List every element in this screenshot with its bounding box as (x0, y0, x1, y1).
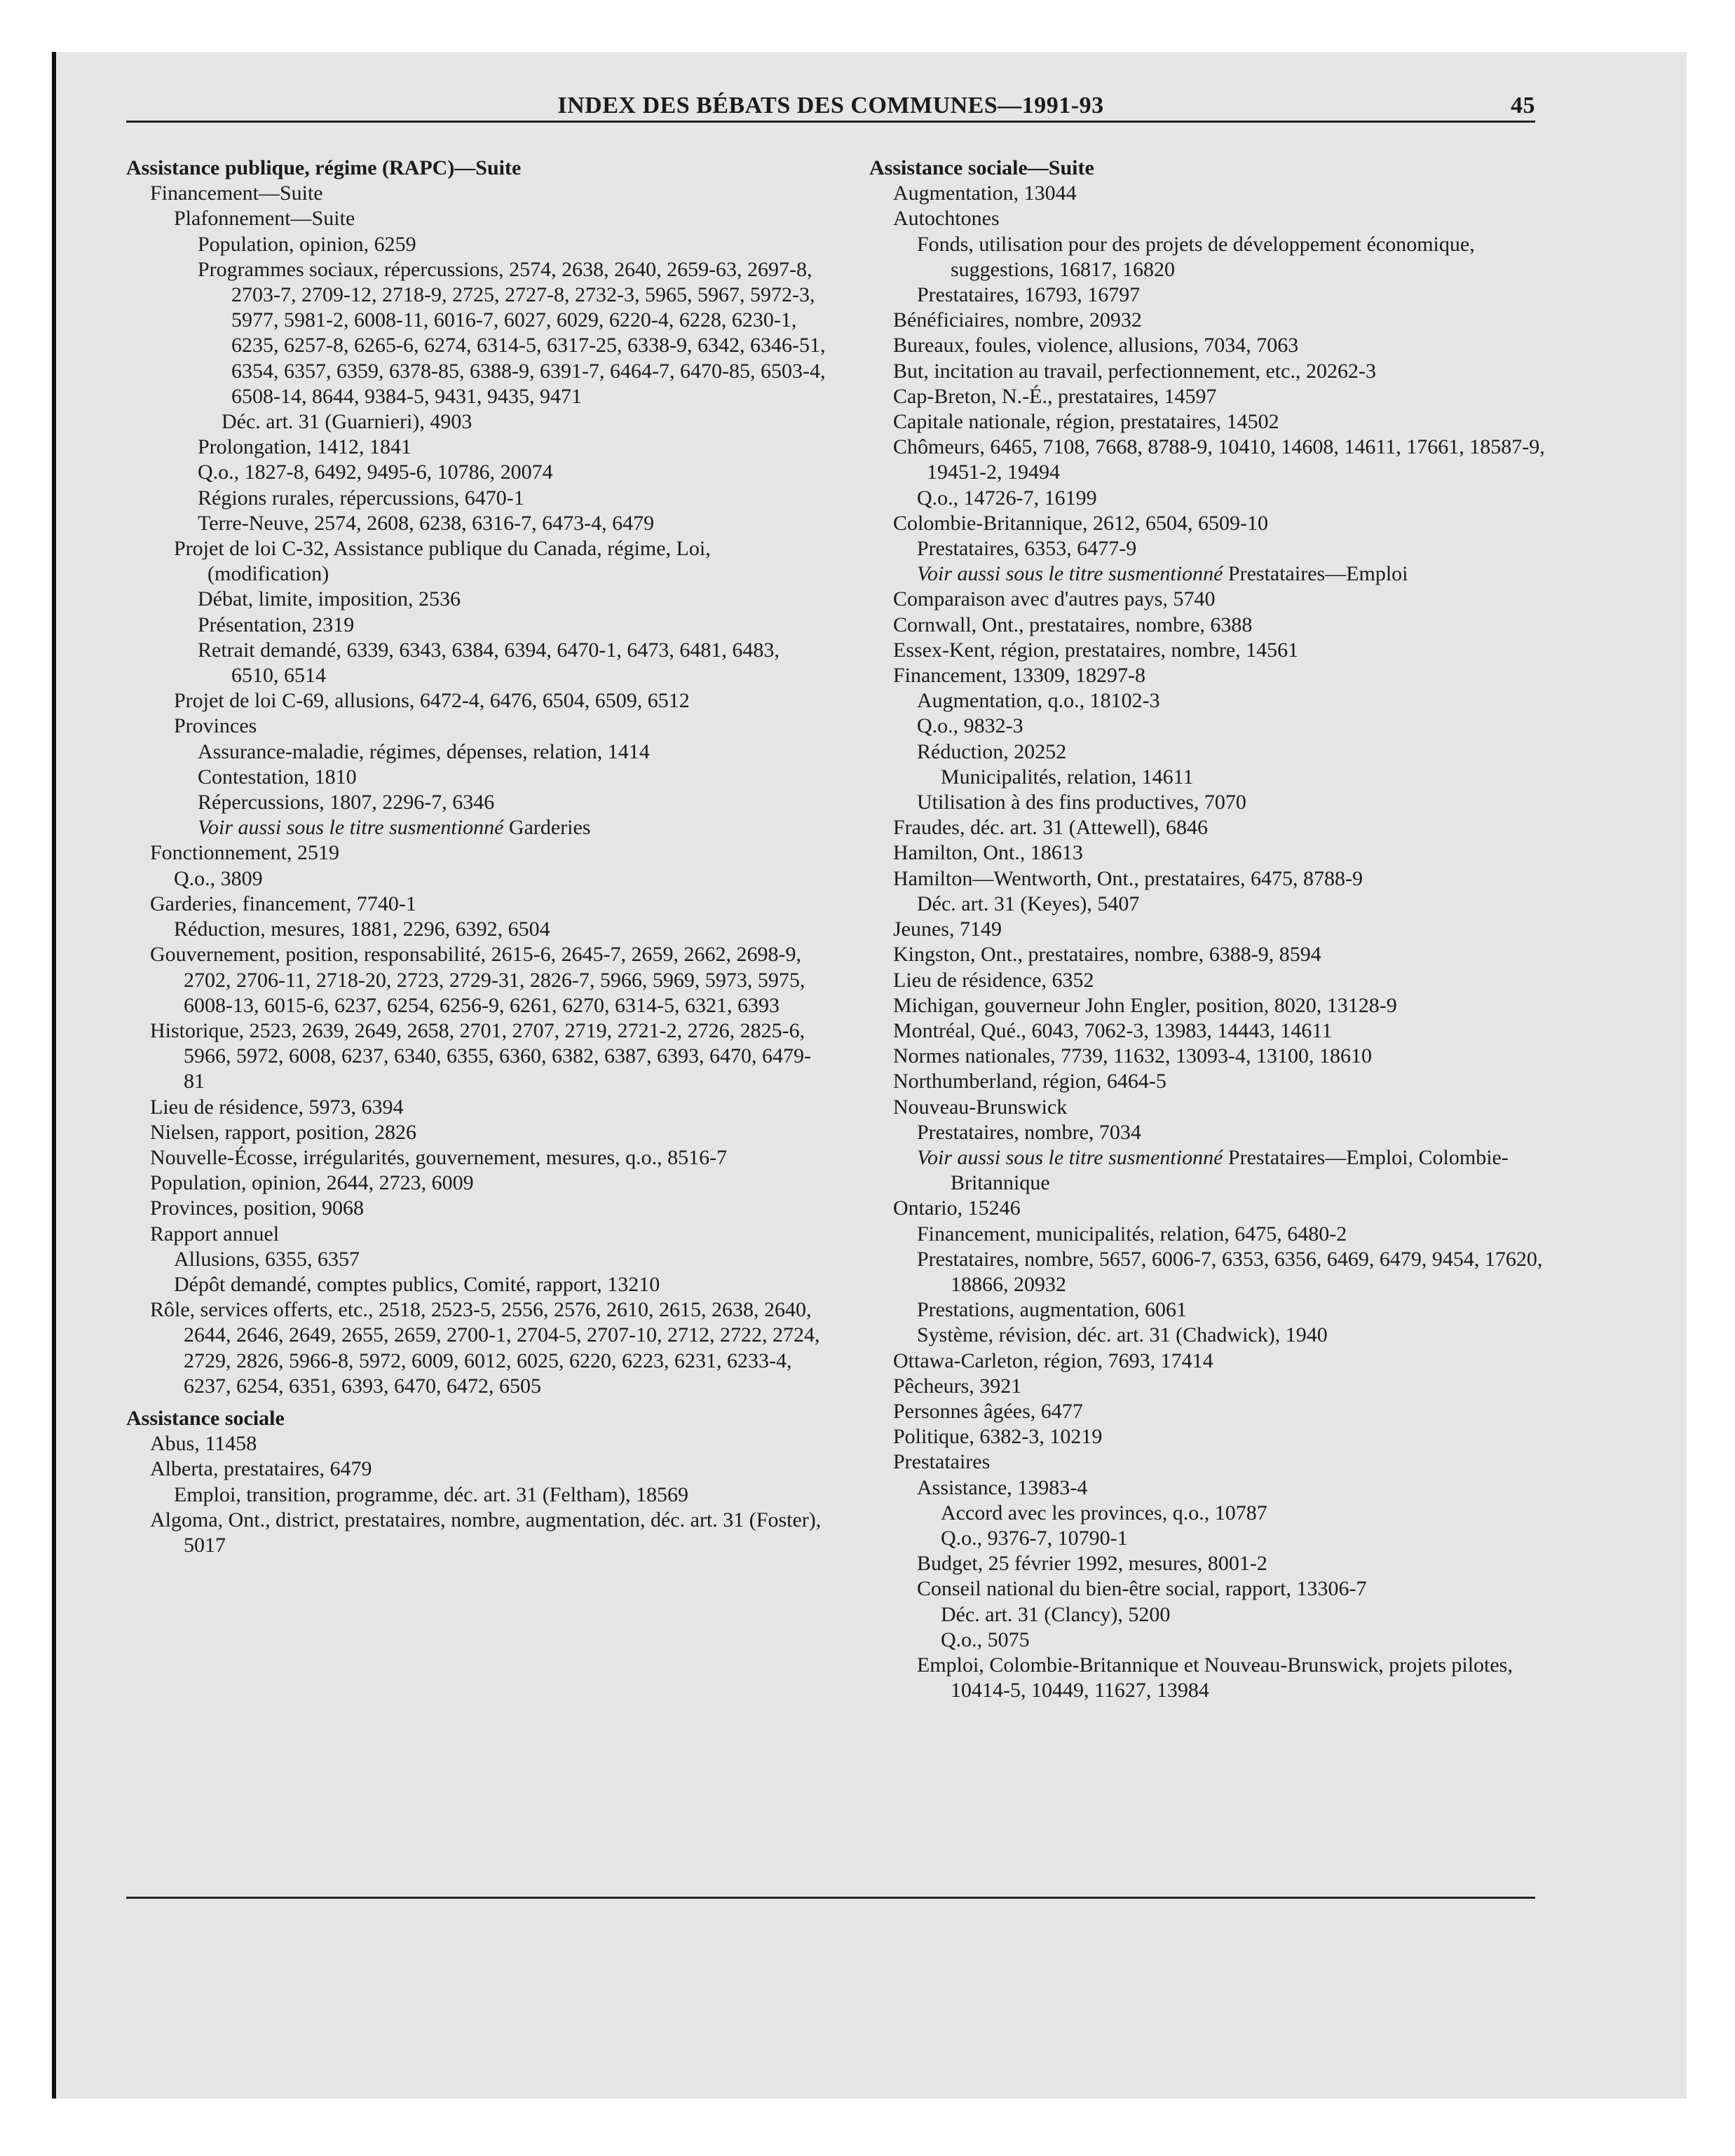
index-entry (126, 1431, 827, 1456)
index-entry (869, 1374, 1570, 1399)
index-entry (869, 156, 1570, 181)
index-entry-text: Q.o., 5075 (941, 1628, 1030, 1651)
index-entry (126, 1222, 827, 1247)
index-entry-text: Northumberland, région, 6464-5 (893, 1070, 1166, 1093)
index-entry (869, 1349, 1570, 1374)
index-entry-text: Contestation, 1810 (198, 765, 357, 789)
index-entry (126, 1145, 827, 1171)
index-entry (126, 1196, 827, 1221)
index-entry-text: Déc. art. 31 (Guarnieri), 4903 (222, 410, 472, 434)
index-entry (869, 1222, 1570, 1247)
left-column (126, 156, 827, 1558)
index-entry-text: Dépôt demandé, comptes publics, Comité, rapport, 13210 (174, 1272, 660, 1296)
index-entry (869, 917, 1570, 942)
index-entry-text: Bénéficiaires, nombre, 20932 (893, 308, 1142, 332)
index-entry-text: Assistance sociale—Suite (869, 156, 1094, 179)
index-entry (869, 1449, 1570, 1475)
index-entry (869, 333, 1570, 358)
index-entry (126, 739, 827, 765)
index-entry-text: Déc. art. 31 (Keyes), 5407 (917, 892, 1140, 915)
index-entry (869, 968, 1570, 993)
index-entry (869, 1069, 1570, 1094)
index-entry (869, 1628, 1570, 1653)
index-entry (126, 1456, 827, 1482)
index-entry (126, 232, 827, 257)
index-entry-text: Financement—Suite (150, 182, 323, 205)
index-entry (869, 942, 1570, 967)
index-entry (126, 536, 827, 587)
index-entry-text: Normes nationales, 7739, 11632, 13093-4, 13100, 18610 (893, 1044, 1372, 1068)
index-entry (126, 1095, 827, 1120)
index-entry (869, 1551, 1570, 1576)
index-entry-text: Prolongation, 1412, 1841 (198, 435, 411, 459)
index-entry (869, 688, 1570, 714)
index-entry-text: Alberta, prestataires, 6479 (150, 1457, 372, 1481)
index-entry-text: Ontario, 15246 (893, 1196, 1021, 1220)
index-entry (869, 892, 1570, 917)
index-entry-text: Retrait demandé, 6339, 6343, 6384, 6394, 6470-1, 6473, 6481, 6483, 6510, 6514 (198, 638, 780, 688)
index-entry-text: Garderies (508, 816, 591, 840)
index-entry (869, 232, 1570, 282)
index-entry (869, 511, 1570, 536)
index-entry-text: Kingston, Ont., prestataires, nombre, 6388-9, 8594 (893, 943, 1321, 967)
index-entry-text: Algoma, Ont., district, prestataires, nombre, augmentation, déc. art. 31 (Foster), 5017 (150, 1508, 822, 1557)
cross-reference-label: Voir aussi sous le titre susmentionné (917, 1145, 1223, 1169)
index-entry-text: But, incitation au travail, perfectionnement, etc., 20262-3 (893, 359, 1376, 383)
index-entry-text: Projet de loi C-69, allusions, 6472-4, 6476, 6504, 6509, 6512 (174, 689, 690, 713)
index-entry (126, 892, 827, 917)
page-title: INDEX DES BÉBATS DES COMMUNES—1991-93 (557, 93, 1104, 118)
index-entry-text: Prestataires, 6353, 6477-9 (917, 537, 1137, 561)
footer-rule (126, 1897, 1535, 1899)
index-entry-text: Conseil national du bien-être social, rapport, 13306-7 (917, 1577, 1367, 1601)
index-entry (126, 511, 827, 536)
index-entry-text: Répercussions, 1807, 2296-7, 6346 (198, 791, 495, 814)
index-entry (126, 866, 827, 892)
index-entry-text: Capitale nationale, région, prestataires, 14502 (893, 410, 1279, 434)
right-column (869, 156, 1570, 1703)
index-entry-text: Autochtones (893, 207, 1000, 231)
index-entry (126, 613, 827, 638)
index-entry (126, 942, 827, 1018)
index-entry (126, 1171, 827, 1196)
index-entry (126, 688, 827, 714)
index-entry-text: Réduction, mesures, 1881, 2296, 6392, 6504 (174, 917, 550, 941)
index-entry-text: Augmentation, q.o., 18102-3 (917, 689, 1160, 713)
index-entry-text: Augmentation, 13044 (893, 182, 1077, 205)
index-entry-text: Pêcheurs, 3921 (893, 1374, 1022, 1398)
index-entry (869, 282, 1570, 308)
index-entry-text: Plafonnement—Suite (174, 207, 355, 231)
index-entry-text: Rapport annuel (150, 1222, 280, 1246)
index-entry-text: Hamilton—Wentworth, Ont., prestataires, 6475, 8788-9 (893, 866, 1363, 890)
index-entry-text: Allusions, 6355, 6357 (174, 1247, 360, 1271)
index-entry-text: Jeunes, 7149 (893, 917, 1002, 941)
index-entry-text: Programmes sociaux, répercussions, 2574, 2638, 2640, 2659-63, 2697-8, 2703-7, 2709-12, 2718-9, 2725, 2727-8, 2732-3, 5965, 5967, 5972-3, 5977, 5981-2, 6008-11, 6016-7, 6027, 6029, 6220-4, 6228, 6230-1, 6235, 6257-8, 6265-6, 6274, 6314-5, 6317-25, 6338-9, 6342, 6346-51, 6354, 6357, 6359, 6378-85, 6388-9, 6391-7, 6464-7, 6470-85, 6503-4, 6508-14, 8644, 9384-5, 9431, 9435, 9471 (198, 257, 826, 408)
index-entry-text: Prestataires, 16793, 16797 (917, 283, 1141, 307)
index-entry-text: Assistance publique, régime (RAPC)—Suite (126, 156, 522, 179)
index-entry (869, 993, 1570, 1018)
index-entry-text: Emploi, transition, programme, déc. art. 31 (Feltham), 18569 (174, 1482, 689, 1506)
index-entry (869, 308, 1570, 333)
index-entry (869, 815, 1570, 840)
index-entry-text: Cornwall, Ont., prestataires, nombre, 6388 (893, 613, 1253, 636)
index-entry (869, 206, 1570, 231)
cross-reference-label: Voir aussi sous le titre susmentionné (917, 562, 1223, 586)
index-entry-text: Lieu de résidence, 5973, 6394 (150, 1095, 404, 1119)
index-entry (126, 1272, 827, 1297)
index-entry-text: Montréal, Qué., 6043, 7062-3, 13983, 14443, 14611 (893, 1018, 1333, 1042)
index-entry (126, 1247, 827, 1272)
index-entry (126, 638, 827, 688)
index-entry (869, 840, 1570, 866)
index-entry-text: Assistance, 13983-4 (917, 1475, 1088, 1499)
index-entry-text: Débat, limite, imposition, 2536 (198, 587, 461, 611)
index-entry-text: Ottawa-Carleton, région, 7693, 17414 (893, 1349, 1213, 1372)
index-entry-text: Prestations, augmentation, 6061 (917, 1298, 1187, 1322)
index-entry (869, 1297, 1570, 1323)
index-entry-text: Prestataires, nombre, 7034 (917, 1120, 1141, 1144)
index-entry-text: Gouvernement, position, responsabilité, 2615-6, 2645-7, 2659, 2662, 2698-9, 2702, 2706-11, 2718-20, 2723, 2729-31, 2826-7, 5966, 5969, 5973, 5975, 6008-13, 6015-6, 6237, 6254, 6256-9, 6261, 6270, 6314-5, 6321, 6393 (150, 943, 805, 1017)
index-entry-text: Personnes âgées, 6477 (893, 1399, 1083, 1423)
index-entry (126, 587, 827, 612)
index-entry-text: Financement, 13309, 18297-8 (893, 664, 1145, 688)
index-entry-text: Population, opinion, 2644, 2723, 6009 (150, 1171, 474, 1195)
index-entry-text: Financement, municipalités, relation, 6475, 6480-2 (917, 1222, 1347, 1246)
index-entry-text: Présentation, 2319 (198, 613, 355, 636)
index-entry-text: Historique, 2523, 2639, 2649, 2658, 2701, 2707, 2719, 2721-2, 2726, 2825-6, 5966, 5972, 6008, 6237, 6340, 6355, 6360, 6382, 6387, 6393, 6470, 6479-81 (150, 1018, 811, 1093)
index-entry-text: Réduction, 20252 (917, 739, 1067, 763)
index-entry (869, 384, 1570, 409)
index-entry (869, 1018, 1570, 1044)
index-entry-text: Rôle, services offerts, etc., 2518, 2523-5, 2556, 2576, 2610, 2615, 2638, 2640, 2644, 2646, 2649, 2655, 2659, 2700-1, 2704-5, 2707-10, 2712, 2722, 2724, 2729, 2826, 5966-8, 5972, 6009, 6012, 6025, 6220, 6223, 6231, 6233-4, 6237, 6254, 6351, 6393, 6470, 6472, 6505 (150, 1298, 820, 1398)
index-entry-text: Chômeurs, 6465, 7108, 7668, 8788-9, 10410, 14608, 14611, 17661, 18587-9, 19451-2, 19494 (893, 435, 1545, 484)
index-entry (869, 587, 1570, 612)
page-number: 45 (1511, 93, 1535, 118)
index-entry-text: Municipalités, relation, 14611 (941, 765, 1194, 789)
index-entry-text: Déc. art. 31 (Clancy), 5200 (941, 1602, 1171, 1626)
index-entry (869, 866, 1570, 892)
index-entry-text: Q.o., 3809 (174, 866, 263, 890)
index-entry-text: Assurance-maladie, régimes, dépenses, relation, 1414 (198, 739, 650, 763)
index-entry-text: Garderies, financement, 7740-1 (150, 892, 416, 915)
index-entry (126, 409, 827, 435)
cross-reference-label: Voir aussi sous le titre susmentionné (198, 816, 504, 840)
index-entry-text: Régions rurales, répercussions, 6470-1 (198, 486, 524, 510)
index-entry (126, 156, 827, 181)
index-entry-text: Prestataires, nombre, 5657, 6006-7, 6353, 6356, 6469, 6479, 9454, 17620, 18866, 20932 (917, 1247, 1543, 1296)
index-entry-text: Terre-Neuve, 2574, 2608, 6238, 6316-7, 6473-4, 6479 (198, 511, 655, 535)
index-entry (869, 486, 1570, 511)
index-entry-text: Prestataires—Emploi (1227, 562, 1408, 586)
index-entry (869, 1475, 1570, 1501)
index-entry (869, 1501, 1570, 1526)
index-entry (126, 181, 827, 206)
index-entry (869, 638, 1570, 663)
index-entry-text: Q.o., 14726-7, 16199 (917, 486, 1097, 510)
index-entry (126, 206, 827, 231)
index-entry-text: Nielsen, rapport, position, 2826 (150, 1120, 416, 1144)
index-entry (126, 460, 827, 485)
index-entry (869, 536, 1570, 561)
index-entry (869, 1399, 1570, 1424)
index-entry-text: Provinces, position, 9068 (150, 1196, 364, 1220)
index-entry-text: Nouvelle-Écosse, irrégularités, gouvernement, mesures, q.o., 8516-7 (150, 1145, 728, 1169)
index-entry (869, 714, 1570, 739)
index-entry-text: Q.o., 1827-8, 6492, 9495-6, 10786, 20074 (198, 460, 553, 484)
index-entry (869, 1602, 1570, 1628)
index-entry (126, 1297, 827, 1399)
index-entry-text: Emploi, Colombie-Britannique et Nouveau-Brunswick, projets pilotes, 10414-5, 10449, 11627, 13984 (917, 1653, 1513, 1703)
index-entry-text: Accord avec les provinces, q.o., 10787 (941, 1501, 1267, 1524)
index-entry (869, 181, 1570, 206)
header-rule (126, 121, 1535, 123)
index-entry (126, 917, 827, 942)
index-entry (869, 1526, 1570, 1551)
page-header (126, 86, 1535, 130)
index-entry (869, 1653, 1570, 1703)
index-entry-text: Comparaison avec d'autres pays, 5740 (893, 587, 1216, 611)
index-entry (126, 257, 827, 409)
index-entry-text: Projet de loi C-32, Assistance publique du Canada, régime, Loi, (modification) (174, 537, 711, 586)
index-entry (126, 1482, 827, 1508)
index-entry (126, 435, 827, 460)
index-entry (869, 561, 1570, 587)
index-entry (869, 1323, 1570, 1348)
index-entry (869, 765, 1570, 790)
index-entry (869, 359, 1570, 384)
index-entry-text: Fraudes, déc. art. 31 (Attewell), 6846 (893, 816, 1209, 840)
index-entry (869, 1247, 1570, 1297)
index-entry (126, 486, 827, 511)
index-entry-text: Cap-Breton, N.-É., prestataires, 14597 (893, 384, 1217, 408)
index-entry-text: Fonctionnement, 2519 (150, 841, 339, 865)
index-entry (869, 1095, 1570, 1120)
index-entry (869, 409, 1570, 435)
index-entry (869, 1120, 1570, 1145)
index-entry (869, 1196, 1570, 1221)
index-entry-text: Q.o., 9832-3 (917, 714, 1023, 738)
index-entry (869, 435, 1570, 485)
index-entry (869, 1576, 1570, 1602)
index-entry-text: Colombie-Britannique, 2612, 6504, 6509-10 (893, 511, 1268, 535)
index-entry-text: Abus, 11458 (150, 1432, 257, 1456)
index-entry-text: Prestataires—Emploi, Colombie-Britannique (951, 1145, 1509, 1195)
index-entry-text: Michigan, gouverneur John Engler, position, 8020, 13128-9 (893, 993, 1397, 1017)
index-entry-text: Q.o., 9376-7, 10790-1 (941, 1526, 1128, 1550)
index-entry-text: Provinces (174, 714, 257, 738)
index-entry (869, 790, 1570, 815)
index-entry-text: Assistance sociale (126, 1406, 285, 1430)
index-entry (126, 1120, 827, 1145)
index-entry-text: Lieu de résidence, 6352 (893, 968, 1094, 992)
index-entry (126, 1406, 827, 1431)
index-entry (126, 714, 827, 739)
index-entry (126, 765, 827, 790)
index-entry-text: Fonds, utilisation pour des projets de développement économique, suggestions, 16817, 16820 (917, 232, 1475, 281)
index-entry-text: Utilisation à des fins productives, 7070 (917, 791, 1246, 814)
index-entry (869, 739, 1570, 765)
index-entry-text: Bureaux, foules, violence, allusions, 7034, 7063 (893, 334, 1299, 357)
index-entry (869, 613, 1570, 638)
index-entry-text: Prestataires (893, 1450, 991, 1474)
index-entry (869, 663, 1570, 688)
index-entry (126, 1018, 827, 1095)
index-entry-text: Population, opinion, 6259 (198, 232, 416, 256)
index-entry (126, 1508, 827, 1558)
index-entry (869, 1145, 1570, 1196)
index-entry-text: Hamilton, Ont., 18613 (893, 841, 1083, 865)
index-entry (869, 1424, 1570, 1449)
index-entry-text: Politique, 6382-3, 10219 (893, 1425, 1103, 1449)
index-entry-text: Essex-Kent, région, prestataires, nombre, 14561 (893, 638, 1299, 662)
index-entry-text: Système, révision, déc. art. 31 (Chadwick), 1940 (917, 1323, 1328, 1347)
index-entry-text: Budget, 25 février 1992, mesures, 8001-2 (917, 1552, 1267, 1576)
index-entry (126, 790, 827, 815)
index-entry (869, 1044, 1570, 1069)
index-entry (126, 815, 827, 840)
index-entry-text: Nouveau-Brunswick (893, 1095, 1068, 1119)
index-entry (126, 840, 827, 866)
